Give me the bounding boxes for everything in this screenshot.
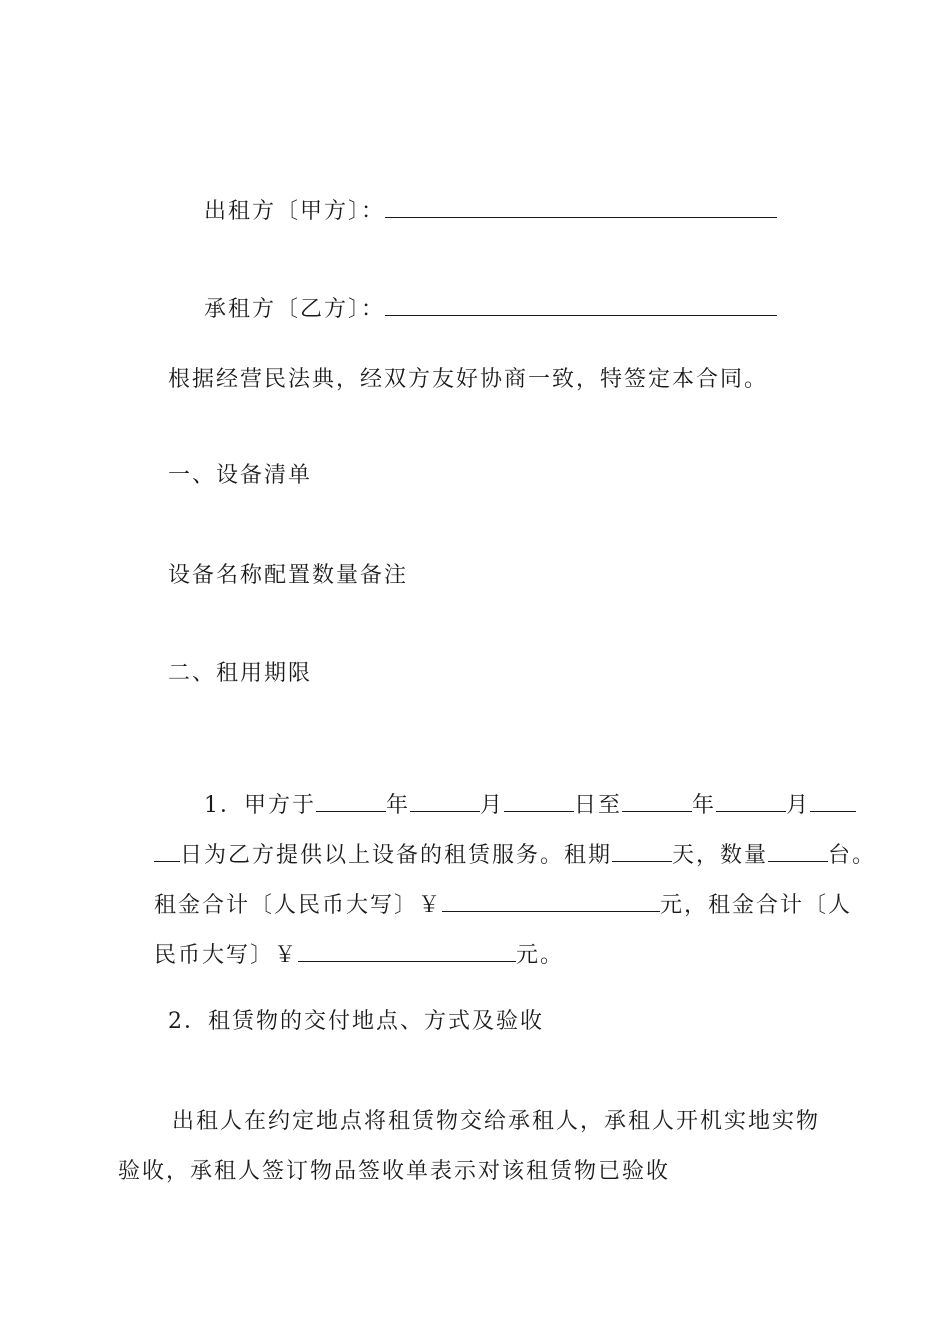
equipment-table-header: 设备名称配置数量备注 — [168, 563, 409, 588]
year-label-2: 年 — [692, 793, 717, 818]
month-label-2: 月 — [786, 793, 811, 818]
units-label: 台。 — [828, 843, 877, 868]
day-to-label: 日至 — [574, 793, 623, 818]
rent-total-blank-2 — [298, 941, 516, 962]
lessee-blank — [385, 295, 777, 316]
section2-title: 二、租用期限 — [168, 661, 313, 686]
lessor-blank — [385, 197, 777, 218]
lessee-label: 承租方〔乙方〕： — [203, 297, 385, 322]
rent-total-label-2: 民币大写〕￥ — [153, 943, 298, 968]
lessor-line — [168, 164, 777, 260]
section1-title: 一、设备清单 — [168, 463, 313, 488]
rent-total-label: 租金合计〔人民币大写〕￥ — [153, 893, 442, 918]
clause2-title: 2．租赁物的交付地点、方式及验收 — [168, 1009, 544, 1034]
month-label: 月 — [480, 793, 505, 818]
yuan-rent-label: 元，租金合计〔人 — [660, 893, 853, 918]
rental-desc: 日为乙方提供以上设备的租赁服务。租期 — [179, 843, 612, 868]
days-quantity-label: 天，数量 — [672, 843, 769, 868]
intro-text: 根据经营民法典，经双方友好协商一致，特签定本合同。 — [168, 367, 769, 392]
clause2-para-line2: 验收，承租人签订物品签收单表示对该租赁物已验收 — [118, 1159, 671, 1184]
yuan-end-label: 元。 — [516, 943, 565, 968]
lessee-line — [168, 262, 777, 358]
year-label: 年 — [386, 793, 411, 818]
clause1-line4 — [118, 908, 564, 1004]
clause2-para-line1: 出租人在约定地点将租赁物交给承租人，承租人开机实地实物 — [172, 1109, 821, 1134]
clause1-text-start: 甲方于 — [243, 793, 316, 818]
lessor-label: 出租方〔甲方〕： — [203, 199, 385, 224]
clause1-number: 1． — [203, 793, 244, 818]
